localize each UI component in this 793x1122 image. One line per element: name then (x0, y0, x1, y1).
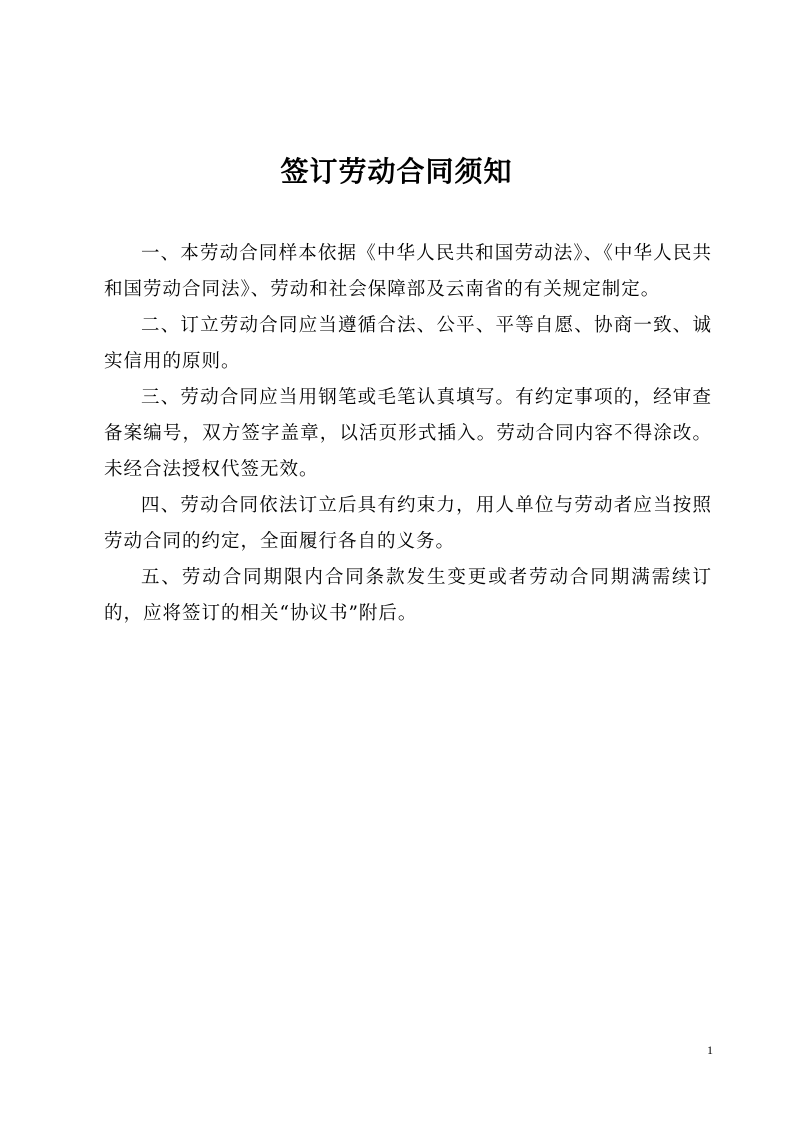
paragraph-1: 一、本劳动合同样本依据《中华人民共和国劳动法》、《中华人民共和国劳动合同法》、劳动和社会保障部及云南省的有关规定制定。 (104, 243, 712, 300)
paragraph-5: 五、劳动合同期限内合同条款发生变更或者劳动合同期满需续订的，应将签订的相关“协议书”附后。 (104, 567, 712, 624)
document-title: 签订劳动合同须知 (280, 155, 513, 188)
page-number: 1 (707, 1043, 713, 1057)
paragraph-3: 三、劳动合同应当用钢笔或毛笔认真填写。有约定事项的，经审查备案编号，双方签字盖章，以活页形式插入。劳动合同内容不得涂改。未经合法授权代签无效。 (104, 387, 712, 480)
paragraph-4: 四、劳动合同依法订立后具有约束力，用人单位与劳动者应当按照劳动合同的约定，全面履行各自的义务。 (104, 495, 712, 552)
document-body (104, 236, 712, 632)
paragraph-2: 二、订立劳动合同应当遵循合法、公平、平等自愿、协商一致、诚实信用的原则。 (104, 315, 712, 372)
